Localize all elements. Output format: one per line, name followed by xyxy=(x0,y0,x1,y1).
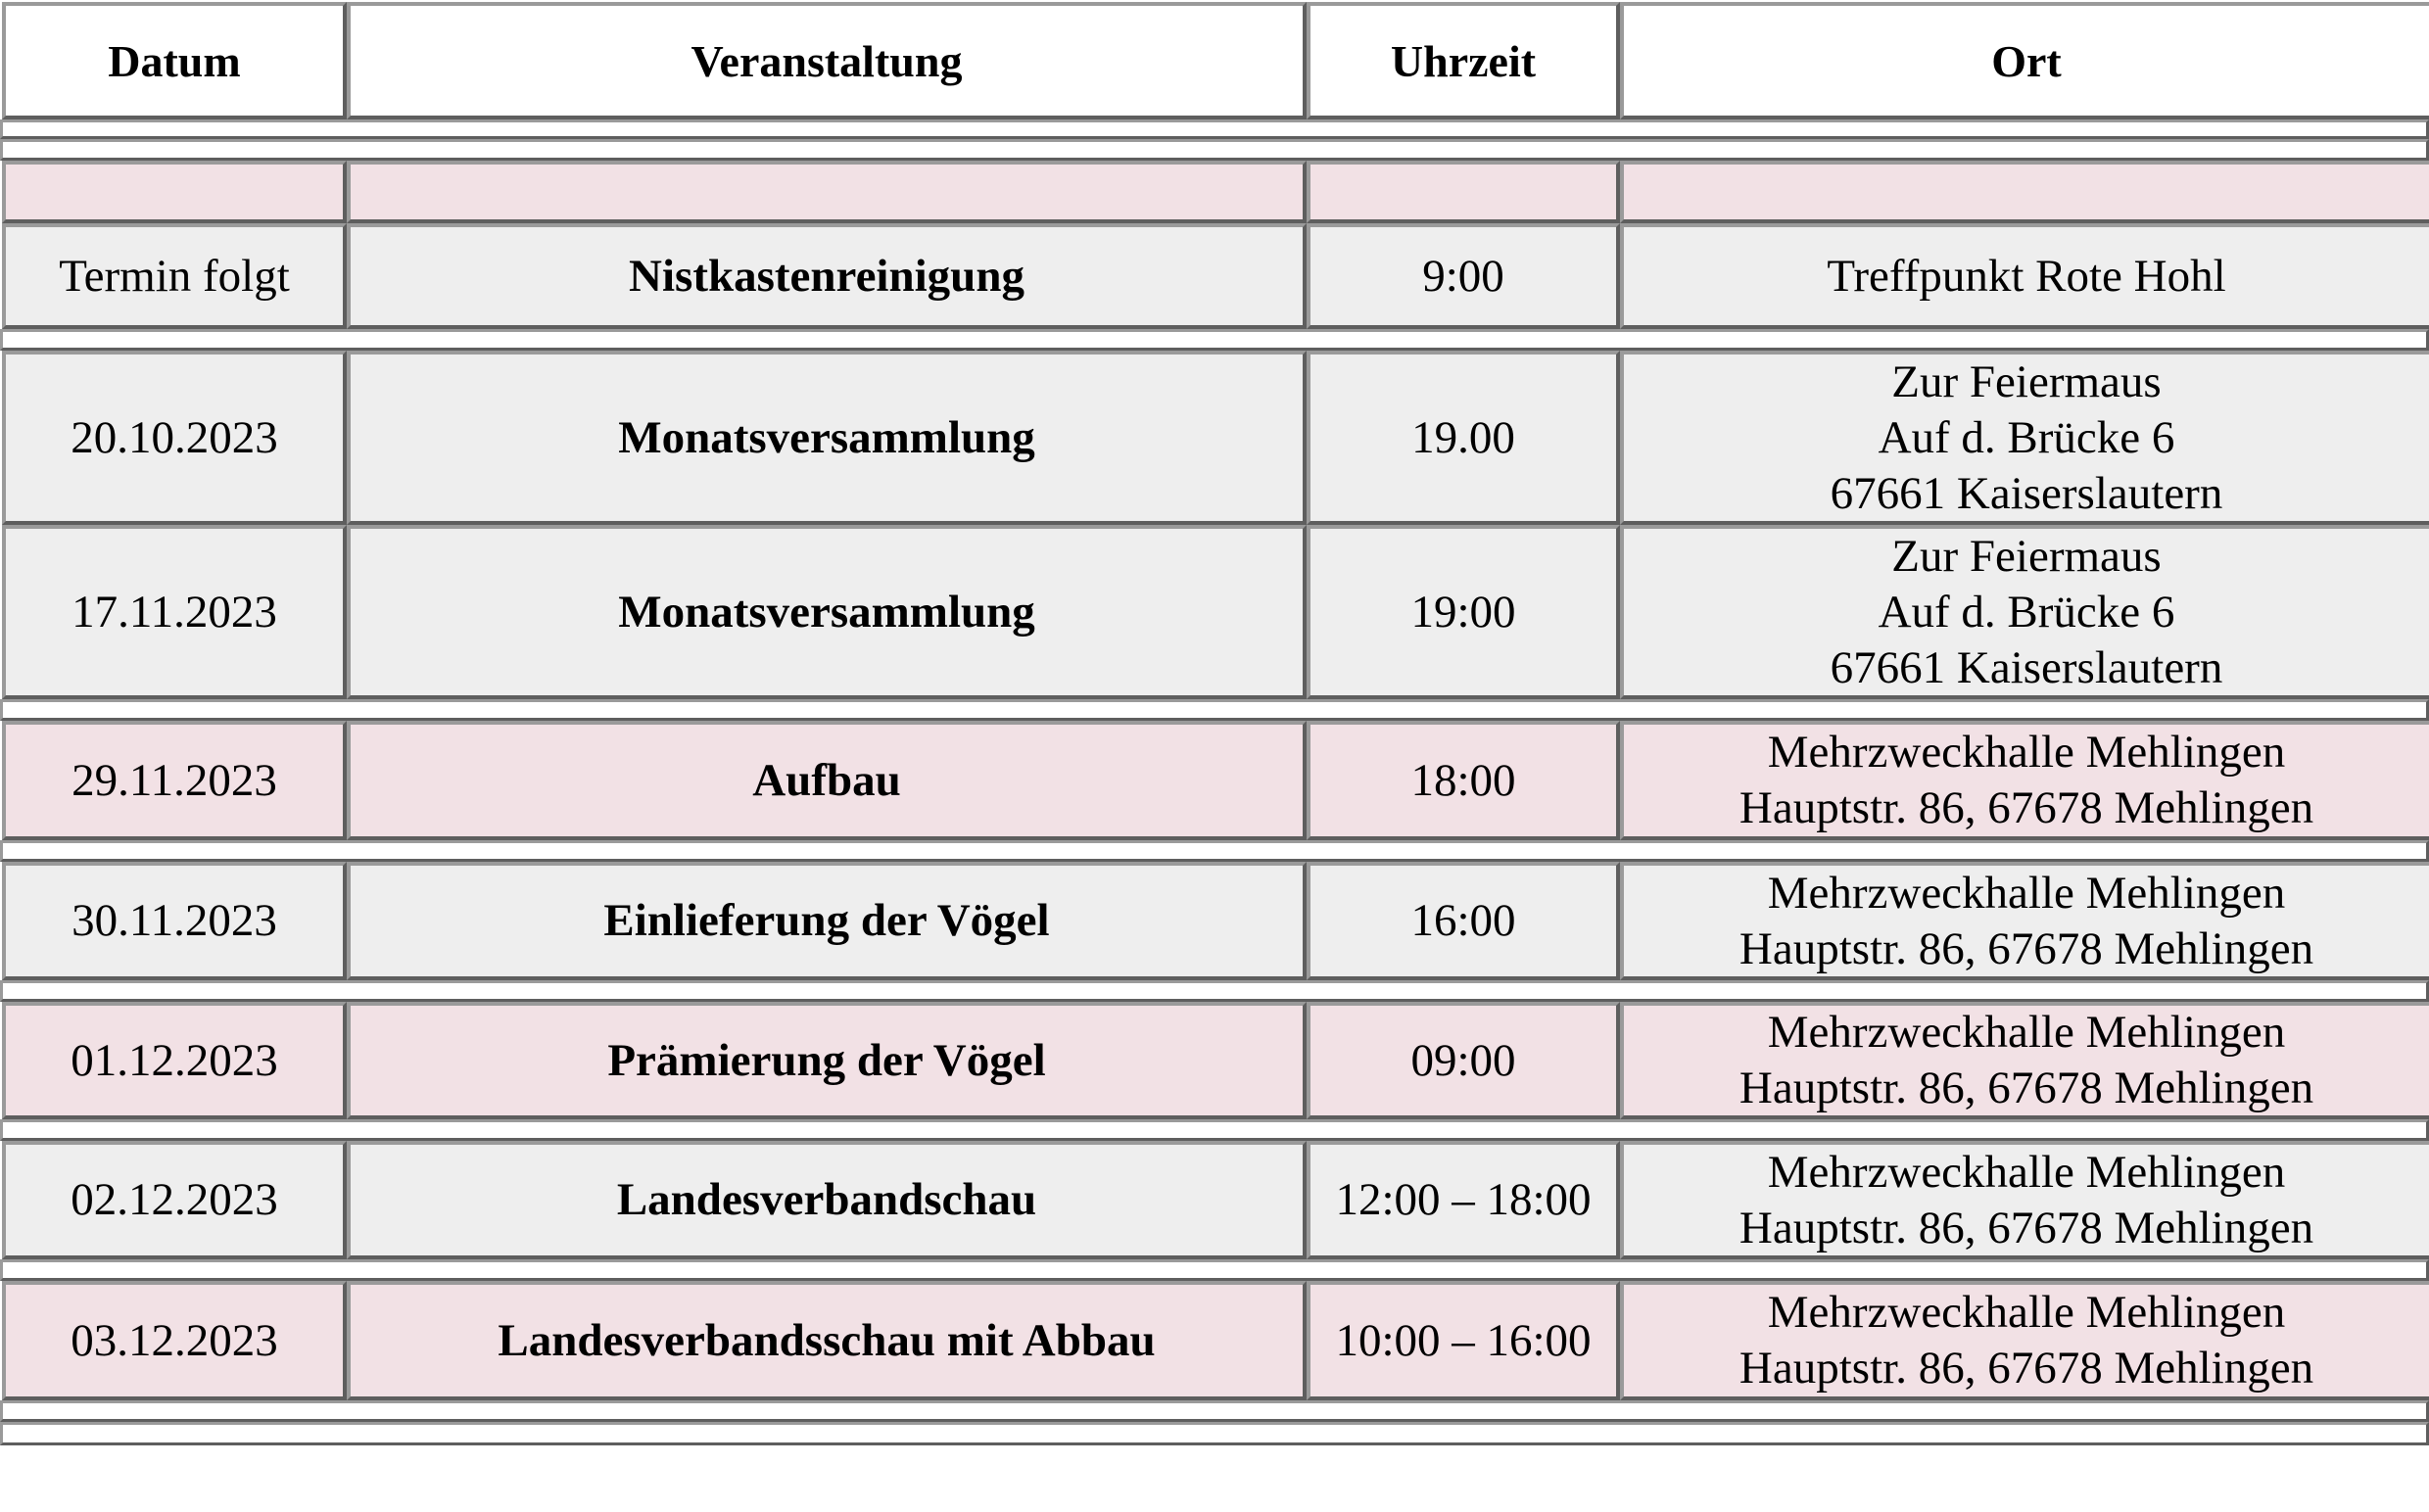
time-cell: 19:00 xyxy=(1307,525,1620,699)
place-cell: Mehrzweckhalle Mehlingen Hauptstr. 86, 67678 Mehlingen xyxy=(1620,1002,2429,1119)
date-cell xyxy=(2,161,347,223)
place-cell xyxy=(1620,161,2429,223)
table-row xyxy=(0,1002,2429,1119)
place-cell: Mehrzweckhalle Mehlingen Hauptstr. 86, 67678 Mehlingen xyxy=(1620,721,2429,840)
table-row xyxy=(0,1281,2429,1400)
table-row xyxy=(0,161,2429,223)
row-separator xyxy=(0,1119,2429,1141)
time-cell: 18:00 xyxy=(1307,721,1620,840)
row-separator xyxy=(0,1422,2429,1445)
row-separator xyxy=(0,119,2429,139)
event-cell: Prämierung der Vögel xyxy=(347,1002,1307,1119)
event-cell xyxy=(347,161,1307,223)
header-cell-uhrzeit: Uhrzeit xyxy=(1307,2,1620,119)
row-separator xyxy=(0,980,2429,1002)
header-cell-veranstaltung: Veranstaltung xyxy=(347,2,1307,119)
date-cell: 17.11.2023 xyxy=(2,525,347,699)
table-row xyxy=(0,351,2429,525)
date-cell: 03.12.2023 xyxy=(2,1281,347,1400)
place-cell: Treffpunkt Rote Hohl xyxy=(1620,223,2429,329)
time-cell: 12:00 – 18:00 xyxy=(1307,1141,1620,1259)
row-separator xyxy=(0,139,2429,161)
time-cell: 19.00 xyxy=(1307,351,1620,525)
row-separator xyxy=(0,699,2429,721)
event-cell: Monatsversammlung xyxy=(347,525,1307,699)
header-cell-datum: Datum xyxy=(2,2,347,119)
date-cell: 01.12.2023 xyxy=(2,1002,347,1119)
table-row xyxy=(0,223,2429,329)
time-cell: 09:00 xyxy=(1307,1002,1620,1119)
table-row xyxy=(0,721,2429,840)
row-separator xyxy=(0,840,2429,862)
date-cell: 30.11.2023 xyxy=(2,862,347,980)
event-cell: Einlieferung der Vögel xyxy=(347,862,1307,980)
row-separator xyxy=(0,1400,2429,1422)
time-cell xyxy=(1307,161,1620,223)
event-cell: Landesverbandschau xyxy=(347,1141,1307,1259)
place-cell: Zur Feiermaus Auf d. Brücke 6 67661 Kaiserslautern xyxy=(1620,351,2429,525)
date-cell: 20.10.2023 xyxy=(2,351,347,525)
place-cell: Mehrzweckhalle Mehlingen Hauptstr. 86, 67678 Mehlingen xyxy=(1620,1281,2429,1400)
table-row xyxy=(0,862,2429,980)
table-row xyxy=(0,525,2429,699)
event-cell: Aufbau xyxy=(347,721,1307,840)
time-cell: 9:00 xyxy=(1307,223,1620,329)
date-cell: 02.12.2023 xyxy=(2,1141,347,1259)
row-separator xyxy=(0,329,2429,351)
place-cell: Zur Feiermaus Auf d. Brücke 6 67661 Kaiserslautern xyxy=(1620,525,2429,699)
date-cell: Termin folgt xyxy=(2,223,347,329)
table-row xyxy=(0,1141,2429,1259)
table-header-row xyxy=(0,2,2429,119)
time-cell: 16:00 xyxy=(1307,862,1620,980)
event-cell: Landesverbandsschau mit Abbau xyxy=(347,1281,1307,1400)
row-separator xyxy=(0,1259,2429,1281)
date-cell: 29.11.2023 xyxy=(2,721,347,840)
event-cell: Monatsversammlung xyxy=(347,351,1307,525)
header-cell-ort: Ort xyxy=(1620,2,2429,119)
time-cell: 10:00 – 16:00 xyxy=(1307,1281,1620,1400)
place-cell: Mehrzweckhalle Mehlingen Hauptstr. 86, 67678 Mehlingen xyxy=(1620,1141,2429,1259)
place-cell: Mehrzweckhalle Mehlingen Hauptstr. 86, 67678 Mehlingen xyxy=(1620,862,2429,980)
event-cell: Nistkastenreinigung xyxy=(347,223,1307,329)
